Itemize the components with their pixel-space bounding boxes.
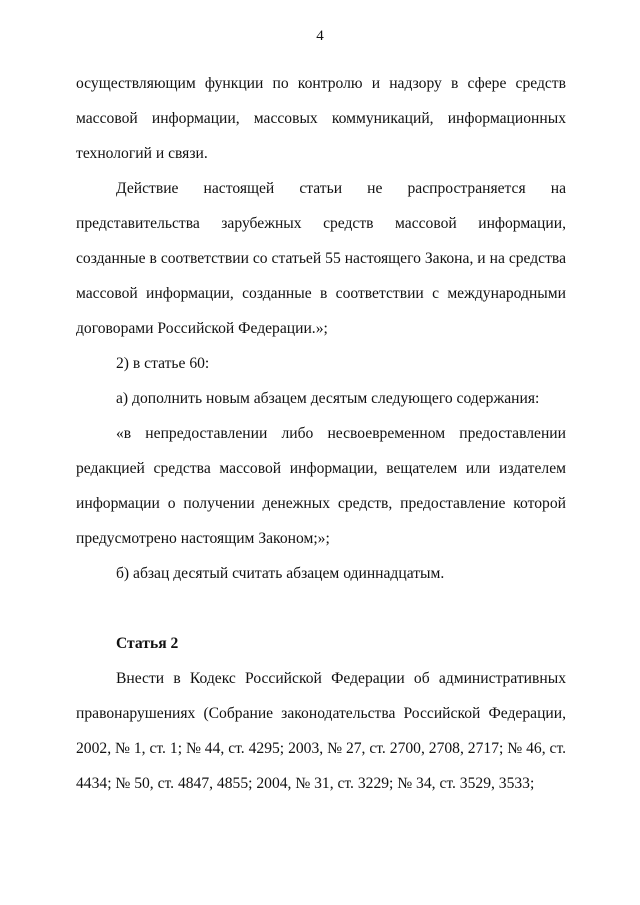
paragraph-item-2a: а) дополнить новым абзацем десятым следующего содержания: (116, 390, 540, 407)
paragraph-continuation: осуществляющим функции по контролю и надзору в сфере средств массовой информации, массовых коммуникаций, информационных технологий и связи. (76, 75, 566, 162)
article-heading: Статья 2 (116, 635, 179, 652)
paragraph-exemption: Действие настоящей статьи не распространяется на представительства зарубежных средств массовой информации, созданные в соответствии со статьей 55 настоящего Закона, и на средства массовой информации, созданные в соответствии с международными договорами Российской Федерации.»; (76, 180, 566, 337)
paragraph-article2-body: Внести в Кодекс Российской Федерации об административных правонарушениях (Собрание законодательства Российской Федерации, 2002, № 1, ст. 1; № 44, ст. 4295; 2003, № 27, ст. 2700, 2708, 2717; № 46, ст. 4434; № 50, ст. 4847, 4855; 2004, № 31, ст. 3229; № 34, ст. 3529, 3533; (76, 670, 566, 792)
document-body (76, 66, 566, 801)
page-number: 4 (316, 28, 324, 44)
paragraph-item-2: 2) в статье 60: (116, 355, 210, 372)
paragraph-item-2b: б) абзац десятый считать абзацем одиннадцатым. (116, 565, 445, 582)
paragraph-quoted-text: «в непредоставлении либо несвоевременном предоставлении редакцией средства массовой информации, вещателем или издателем информации о получении денежных средств, предоставление которой предусмотрено настоящим Законом;»; (76, 425, 566, 547)
